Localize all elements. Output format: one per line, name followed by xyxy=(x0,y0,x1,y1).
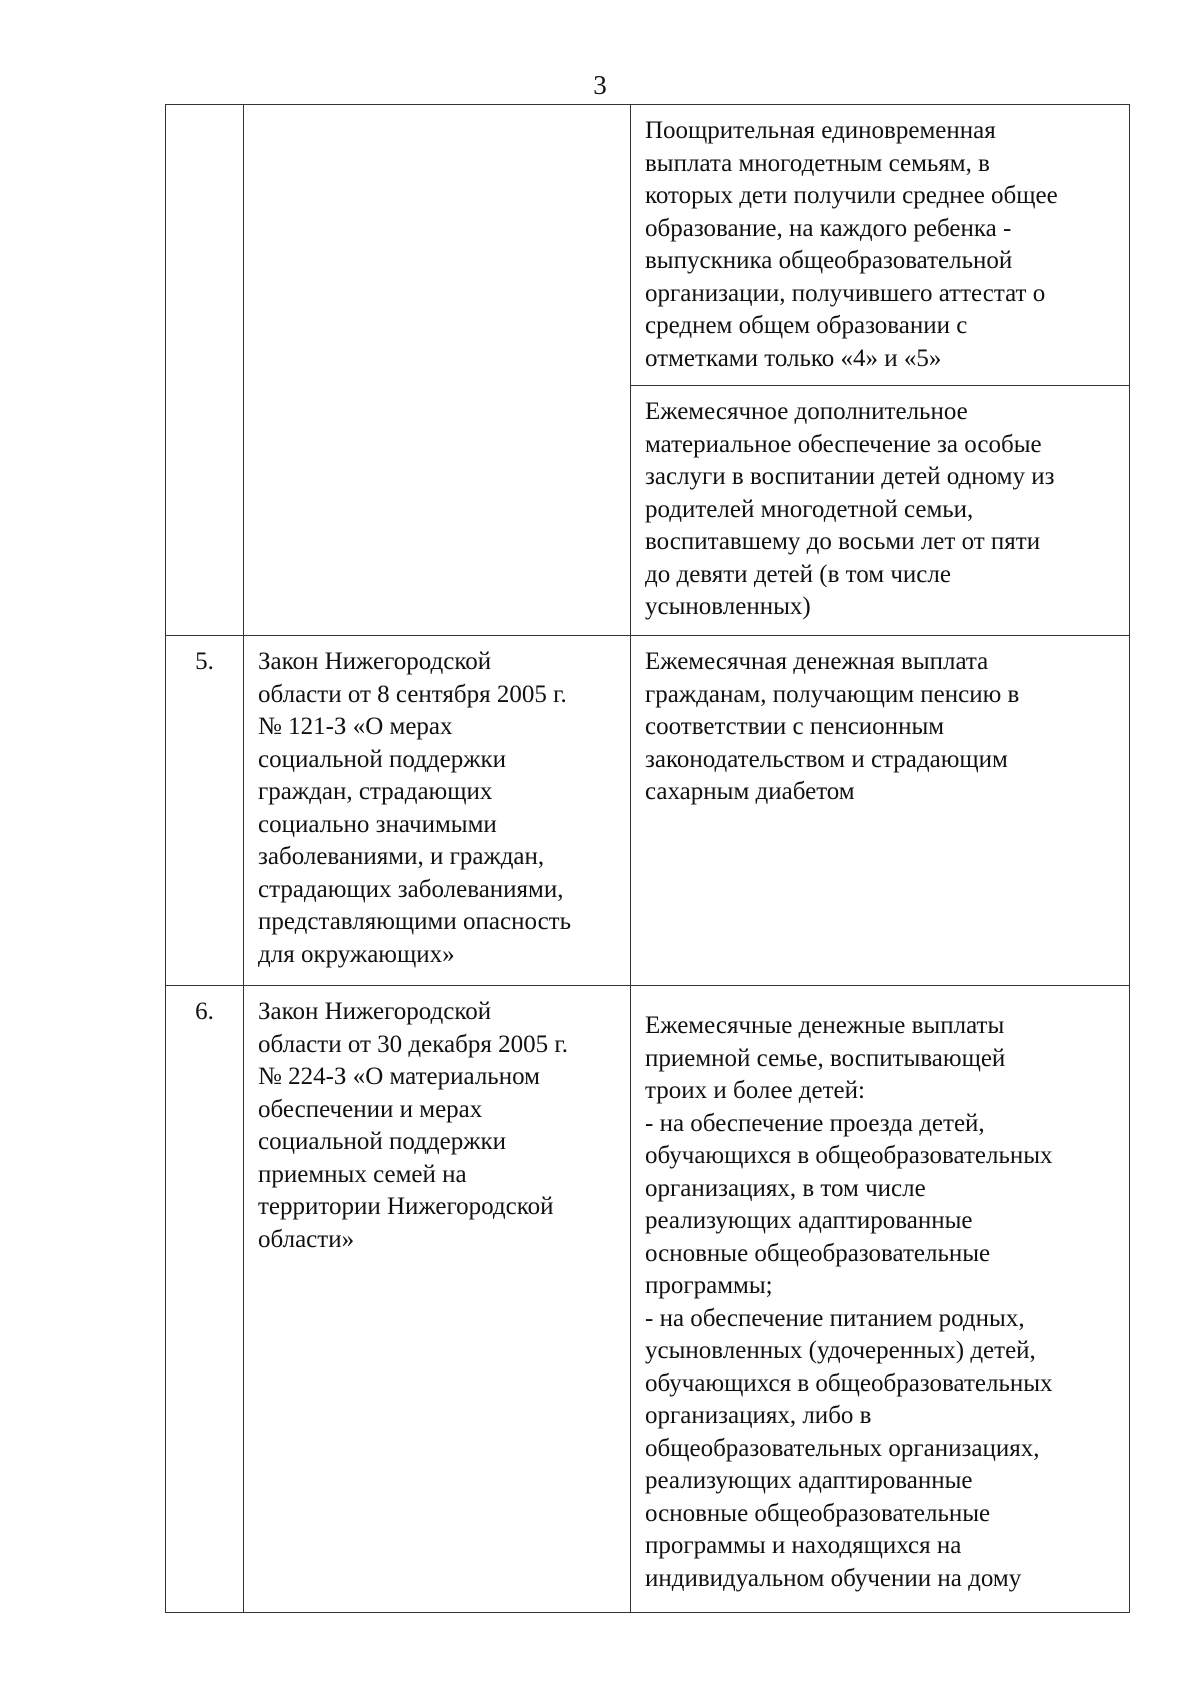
text-line: социальной поддержки xyxy=(258,745,507,773)
law-text xyxy=(258,646,616,971)
text-line: заболеваниями, и граждан, xyxy=(258,843,545,870)
text-line: основные общеобразовательные xyxy=(645,1239,991,1267)
text-line: реализующих адаптированные xyxy=(645,1207,973,1234)
text-line: обучающихся в общеобразовательных xyxy=(645,1369,1053,1397)
text-line: - на обеспечение питанием родных, xyxy=(645,1304,1025,1332)
text-line: обучающихся в общеобразовательных xyxy=(645,1142,1053,1169)
table-row xyxy=(166,105,1130,386)
text-line: индивидуальном обучении на дому xyxy=(645,1564,1022,1592)
payment-cell xyxy=(631,105,1130,386)
text-line: страдающих заболеваниями, xyxy=(258,875,564,903)
text-line: которых дети получили среднее общее xyxy=(645,182,1058,209)
table-row xyxy=(166,636,1130,986)
text-line: № 224-З «О материальном xyxy=(258,1063,540,1090)
payment-text xyxy=(645,115,1115,375)
text-line: законодательством и страдающим xyxy=(645,745,1008,773)
text-line: области» xyxy=(258,1225,355,1253)
text-line: реализующих адаптированные xyxy=(645,1467,973,1494)
text-line: территории Нижегородской xyxy=(258,1193,554,1220)
text-line: программы и находящихся на xyxy=(645,1532,962,1559)
payment-text xyxy=(645,646,1115,809)
text-line: Поощрительная единовременная xyxy=(645,117,996,144)
text-line: гражданам, получающим пенсию в xyxy=(645,680,1020,708)
text-line: родителей многодетной семьи, xyxy=(645,495,974,523)
text-line: выпускника общеобразовательной xyxy=(645,247,1013,274)
table-row xyxy=(166,986,1130,1613)
text-line: Ежемесячные денежные выплаты xyxy=(645,1012,1005,1039)
text-line: Закон Нижегородской xyxy=(258,998,492,1025)
text-line: до девяти детей (в том числе xyxy=(645,560,951,588)
text-line: социально значимыми xyxy=(258,810,497,838)
text-line: для окружающих» xyxy=(258,940,455,968)
text-line: сахарным диабетом xyxy=(645,778,855,805)
payment-text xyxy=(645,396,1115,624)
text-line: области от 8 сентября 2005 г. xyxy=(258,680,567,708)
text-line: образование, на каждого ребенка - xyxy=(645,214,1012,242)
text-line: усыновленных (удочеренных) детей, xyxy=(645,1337,1036,1364)
benefits-table xyxy=(165,104,1130,1613)
text-line: обеспечении и мерах xyxy=(258,1095,483,1123)
text-line: усыновленных) xyxy=(645,593,811,620)
page-number: 3 xyxy=(593,70,607,100)
law-cell xyxy=(244,105,631,636)
text-line: Закон Нижегородской xyxy=(258,648,492,675)
text-line: среднем общем образовании с xyxy=(645,312,968,339)
payment-text xyxy=(645,1010,1115,1595)
text-line: - на обеспечение проезда детей, xyxy=(645,1109,985,1137)
text-line: материальное обеспечение за особые xyxy=(645,430,1042,458)
text-line: приемных семей на xyxy=(258,1160,467,1188)
law-text xyxy=(258,996,616,1256)
text-line: программы; xyxy=(645,1272,773,1299)
text-line: представляющими опасность xyxy=(258,908,571,935)
law-cell xyxy=(244,636,631,986)
payment-cell xyxy=(631,386,1130,636)
payment-cell xyxy=(631,986,1130,1613)
text-line: воспитавшему до восьми лет от пяти xyxy=(645,528,1041,555)
row-number-cell xyxy=(166,636,244,986)
text-line: № 121-З «О мерах xyxy=(258,713,453,740)
row-number: 6. xyxy=(195,998,214,1025)
text-line: основные общеобразовательные xyxy=(645,1499,991,1527)
text-line: организациях, в том числе xyxy=(645,1174,926,1202)
text-line: приемной семье, воспитывающей xyxy=(645,1044,1006,1072)
text-line: заслуги в воспитании детей одному из xyxy=(645,463,1055,490)
text-line: Ежемесячная денежная выплата xyxy=(645,648,989,675)
text-line: Ежемесячное дополнительное xyxy=(645,398,968,425)
row-number-cell xyxy=(166,105,244,636)
text-line: отметками только «4» и «5» xyxy=(645,344,942,372)
text-line: области от 30 декабря 2005 г. xyxy=(258,1030,568,1058)
row-number-cell xyxy=(166,986,244,1613)
text-line: социальной поддержки xyxy=(258,1128,507,1155)
text-line: троих и более детей: xyxy=(645,1077,865,1104)
text-line: соответствии с пенсионным xyxy=(645,713,945,740)
text-line: организациях, либо в xyxy=(645,1402,872,1429)
text-line: граждан, страдающих xyxy=(258,778,493,805)
row-number: 5. xyxy=(195,648,214,675)
law-cell xyxy=(244,986,631,1613)
text-line: общеобразовательных организациях, xyxy=(645,1434,1040,1462)
text-line: организации, получившего аттестат о xyxy=(645,279,1046,307)
text-line: выплата многодетным семьям, в xyxy=(645,149,990,177)
payment-cell xyxy=(631,636,1130,986)
